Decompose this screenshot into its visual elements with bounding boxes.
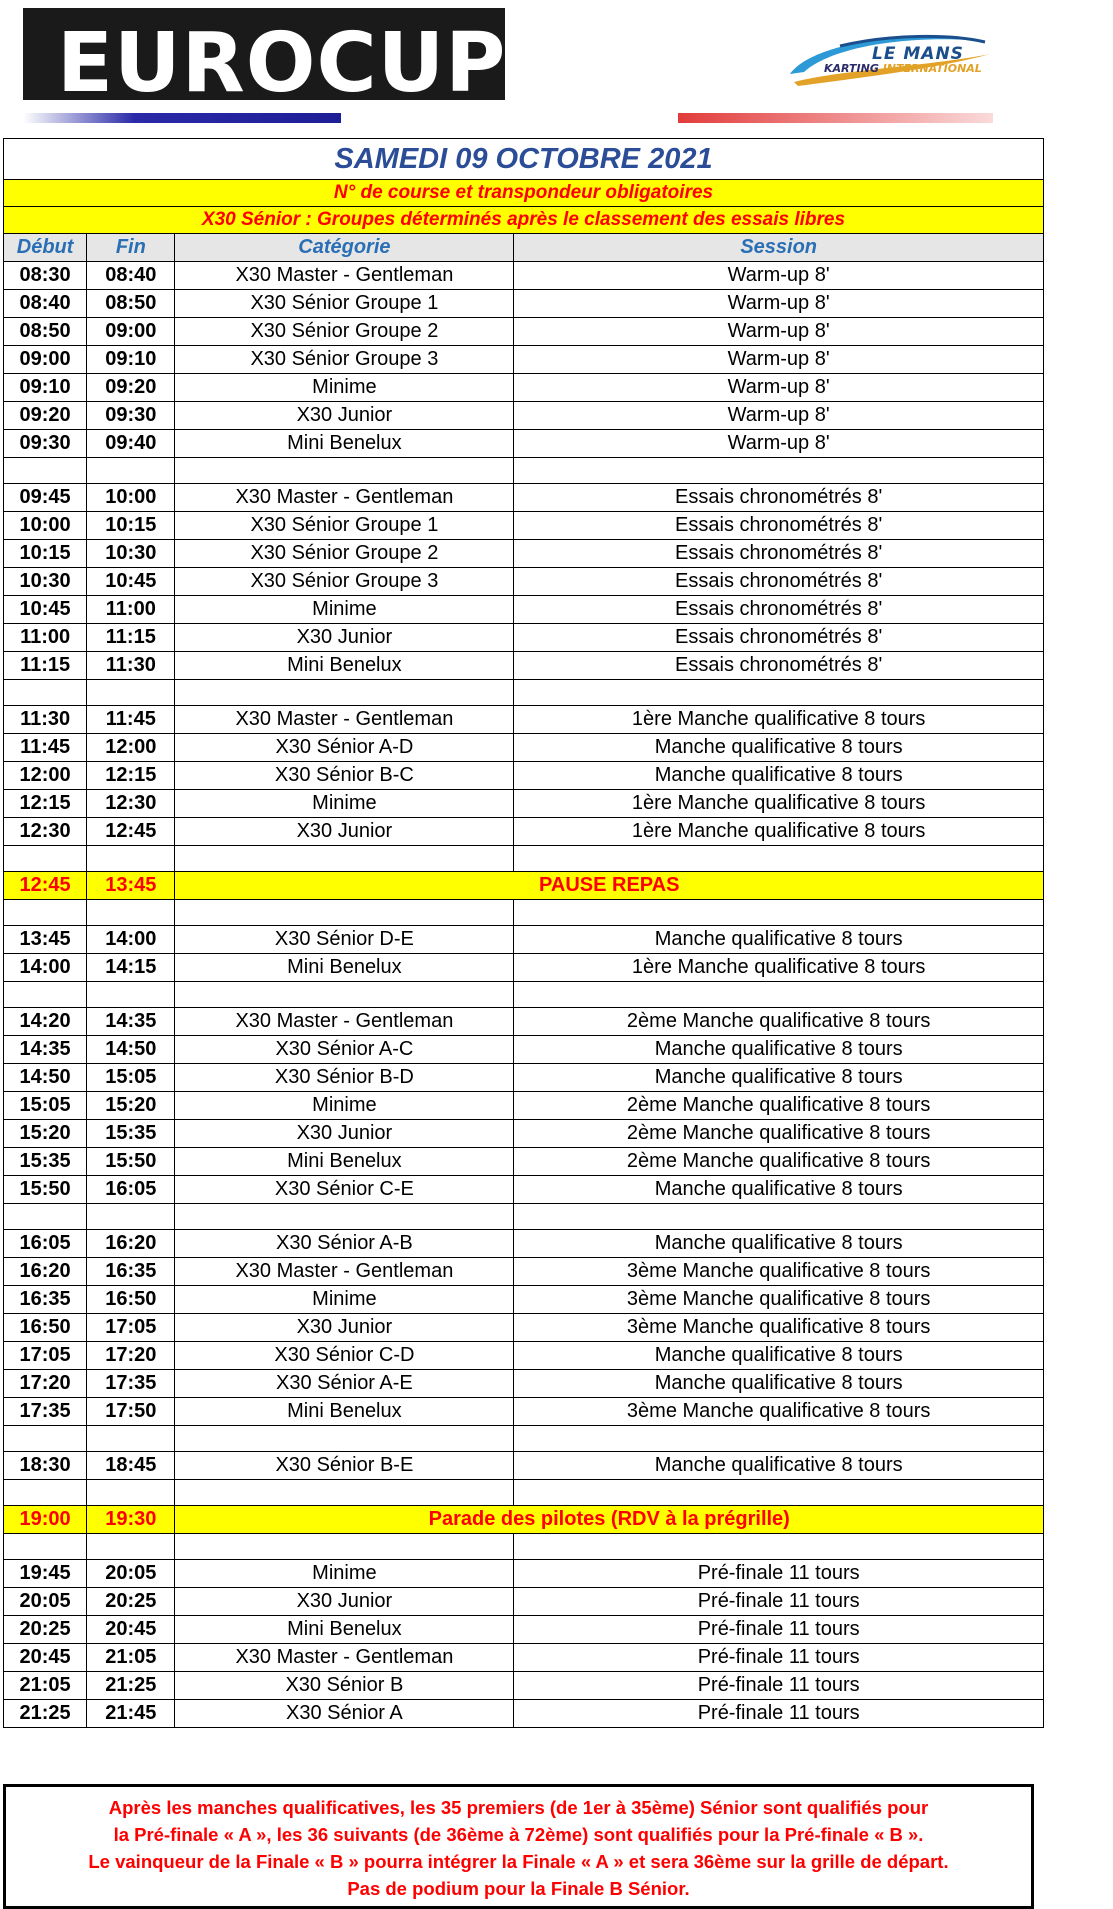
schedule-row: [4, 1148, 1044, 1176]
empty-cell: [514, 1426, 1044, 1452]
empty-cell: [514, 680, 1044, 706]
schedule-row: [4, 484, 1044, 512]
column-header-row: [4, 234, 1044, 262]
start-time: 11:30: [4, 706, 87, 734]
schedule-row: [4, 318, 1044, 346]
empty-cell: [514, 982, 1044, 1008]
start-time: 14:50: [4, 1064, 87, 1092]
session-cell: Manche qualificative 8 tours: [514, 734, 1044, 762]
session-cell: Warm-up 8': [514, 290, 1044, 318]
start-time: 16:05: [4, 1230, 87, 1258]
schedule-row: [4, 652, 1044, 680]
session-cell: Essais chronométrés 8': [514, 596, 1044, 624]
session-cell: Essais chronométrés 8': [514, 484, 1044, 512]
schedule-table: [3, 138, 1044, 1728]
start-time: 17:05: [4, 1342, 87, 1370]
empty-cell: [175, 1426, 514, 1452]
session-cell: Manche qualificative 8 tours: [514, 926, 1044, 954]
schedule-row: [4, 1560, 1044, 1588]
end-time: 14:15: [87, 954, 175, 982]
schedule-row: [4, 926, 1044, 954]
qualification-footnote: [3, 1784, 1034, 1909]
session-cell: Pré-finale 11 tours: [514, 1560, 1044, 1588]
start-time: 20:05: [4, 1588, 87, 1616]
empty-cell: [4, 680, 87, 706]
start-time: 11:45: [4, 734, 87, 762]
schedule-row: [4, 1092, 1044, 1120]
end-time: 14:00: [87, 926, 175, 954]
schedule-row: [4, 1398, 1044, 1426]
start-time: 11:00: [4, 624, 87, 652]
start-time: 14:00: [4, 954, 87, 982]
session-cell: 1ère Manche qualificative 8 tours: [514, 790, 1044, 818]
start-time: 15:50: [4, 1176, 87, 1204]
red-accent-bar: [678, 113, 993, 123]
empty-cell: [175, 458, 514, 484]
end-time: 11:45: [87, 706, 175, 734]
start-time: 09:10: [4, 374, 87, 402]
schedule-row: [4, 430, 1044, 458]
category-cell: X30 Sénior Groupe 1: [175, 512, 514, 540]
break-label: PAUSE REPAS: [175, 872, 1044, 900]
category-cell: Mini Benelux: [175, 954, 514, 982]
session-cell: Manche qualificative 8 tours: [514, 762, 1044, 790]
session-cell: Pré-finale 11 tours: [514, 1672, 1044, 1700]
category-cell: X30 Sénior B-E: [175, 1452, 514, 1480]
empty-cell: [87, 900, 175, 926]
empty-cell: [87, 458, 175, 484]
schedule-row: [4, 1008, 1044, 1036]
session-cell: Manche qualificative 8 tours: [514, 1036, 1044, 1064]
empty-cell: [514, 458, 1044, 484]
schedule-row: [4, 262, 1044, 290]
schedule-row: [4, 762, 1044, 790]
schedule-row: [4, 1342, 1044, 1370]
session-cell: Warm-up 8': [514, 374, 1044, 402]
start-time: 14:35: [4, 1036, 87, 1064]
category-cell: X30 Sénior A: [175, 1700, 514, 1728]
schedule-row: [4, 568, 1044, 596]
category-cell: Minime: [175, 790, 514, 818]
category-cell: X30 Sénior C-E: [175, 1176, 514, 1204]
schedule-row: [4, 790, 1044, 818]
session-cell: 2ème Manche qualificative 8 tours: [514, 1092, 1044, 1120]
category-cell: X30 Sénior Groupe 3: [175, 568, 514, 596]
spacer-row: [4, 900, 1044, 926]
category-cell: Mini Benelux: [175, 1398, 514, 1426]
end-time: 15:50: [87, 1148, 175, 1176]
category-cell: Mini Benelux: [175, 1616, 514, 1644]
start-time: 12:30: [4, 818, 87, 846]
end-time: 18:45: [87, 1452, 175, 1480]
start-time: 08:50: [4, 318, 87, 346]
empty-cell: [4, 900, 87, 926]
category-cell: X30 Master - Gentleman: [175, 484, 514, 512]
column-header-session: Session: [514, 234, 1044, 262]
schedule-row: [4, 1314, 1044, 1342]
end-time: 12:30: [87, 790, 175, 818]
spacer-row: [4, 982, 1044, 1008]
empty-cell: [175, 1534, 514, 1560]
end-time: 10:00: [87, 484, 175, 512]
schedule-row: [4, 512, 1044, 540]
session-cell: 3ème Manche qualificative 8 tours: [514, 1286, 1044, 1314]
empty-cell: [4, 1426, 87, 1452]
session-cell: Essais chronométrés 8': [514, 512, 1044, 540]
schedule-row: [4, 1176, 1044, 1204]
spacer-row: [4, 1426, 1044, 1452]
category-cell: Minime: [175, 374, 514, 402]
end-time: 21:45: [87, 1700, 175, 1728]
empty-cell: [514, 900, 1044, 926]
empty-cell: [514, 846, 1044, 872]
start-time: 17:35: [4, 1398, 87, 1426]
schedule-row: [4, 374, 1044, 402]
schedule-row: [4, 954, 1044, 982]
category-cell: X30 Sénior A-D: [175, 734, 514, 762]
schedule-row: [4, 1370, 1044, 1398]
start-time: 09:20: [4, 402, 87, 430]
category-cell: Mini Benelux: [175, 430, 514, 458]
start-time: 16:50: [4, 1314, 87, 1342]
end-time: 14:50: [87, 1036, 175, 1064]
schedule-row: [4, 1452, 1044, 1480]
session-cell: Pré-finale 11 tours: [514, 1700, 1044, 1728]
end-time: 17:50: [87, 1398, 175, 1426]
category-cell: X30 Sénior Groupe 3: [175, 346, 514, 374]
schedule-row: [4, 1064, 1044, 1092]
end-time: 12:45: [87, 818, 175, 846]
schedule-row: [4, 706, 1044, 734]
spacer-row: [4, 680, 1044, 706]
end-time: 09:40: [87, 430, 175, 458]
category-cell: X30 Master - Gentleman: [175, 706, 514, 734]
session-cell: 2ème Manche qualificative 8 tours: [514, 1120, 1044, 1148]
session-cell: Manche qualificative 8 tours: [514, 1370, 1044, 1398]
end-time: 20:45: [87, 1616, 175, 1644]
session-cell: Manche qualificative 8 tours: [514, 1452, 1044, 1480]
schedule-row: [4, 596, 1044, 624]
category-cell: X30 Sénior A-E: [175, 1370, 514, 1398]
start-time: 15:35: [4, 1148, 87, 1176]
category-cell: Minime: [175, 1286, 514, 1314]
end-time: 11:00: [87, 596, 175, 624]
empty-cell: [4, 1480, 87, 1506]
empty-cell: [87, 982, 175, 1008]
session-cell: Pré-finale 11 tours: [514, 1616, 1044, 1644]
start-time: 16:20: [4, 1258, 87, 1286]
start-time: 08:30: [4, 262, 87, 290]
session-cell: Pré-finale 11 tours: [514, 1588, 1044, 1616]
end-time: 15:20: [87, 1092, 175, 1120]
schedule-row: [4, 1230, 1044, 1258]
session-cell: Manche qualificative 8 tours: [514, 1342, 1044, 1370]
schedule-row: [4, 540, 1044, 568]
empty-cell: [87, 1480, 175, 1506]
session-cell: 2ème Manche qualificative 8 tours: [514, 1148, 1044, 1176]
empty-cell: [87, 1204, 175, 1230]
end-time: 15:35: [87, 1120, 175, 1148]
footnote-line: Le vainqueur de la Finale « B » pourra intégrer la Finale « A » et sera 36ème sur la grille de départ.: [88, 1851, 949, 1872]
column-header-start: Début: [4, 234, 87, 262]
category-cell: X30 Master - Gentleman: [175, 1008, 514, 1036]
end-time: 20:05: [87, 1560, 175, 1588]
empty-cell: [87, 846, 175, 872]
end-time: 10:45: [87, 568, 175, 596]
session-cell: Warm-up 8': [514, 430, 1044, 458]
end-time: 15:05: [87, 1064, 175, 1092]
category-cell: X30 Sénior Groupe 2: [175, 540, 514, 568]
empty-cell: [87, 1426, 175, 1452]
start-time: 12:45: [4, 872, 87, 900]
empty-cell: [175, 900, 514, 926]
empty-cell: [175, 846, 514, 872]
end-time: 16:20: [87, 1230, 175, 1258]
start-time: 08:40: [4, 290, 87, 318]
schedule-row: [4, 290, 1044, 318]
break-label: Parade des pilotes (RDV à la prégrille): [175, 1506, 1044, 1534]
category-cell: X30 Junior: [175, 1314, 514, 1342]
footnote-line: Pas de podium pour la Finale B Sénior.: [347, 1878, 690, 1899]
category-cell: X30 Sénior B-D: [175, 1064, 514, 1092]
session-cell: Warm-up 8': [514, 262, 1044, 290]
schedule-row: [4, 346, 1044, 374]
session-cell: Warm-up 8': [514, 318, 1044, 346]
category-cell: X30 Master - Gentleman: [175, 262, 514, 290]
empty-cell: [175, 680, 514, 706]
end-time: 08:40: [87, 262, 175, 290]
session-cell: Warm-up 8': [514, 346, 1044, 374]
end-time: 17:35: [87, 1370, 175, 1398]
end-time: 19:30: [87, 1506, 175, 1534]
end-time: 21:25: [87, 1672, 175, 1700]
schedule-row: [4, 1036, 1044, 1064]
schedule-row: [4, 1616, 1044, 1644]
schedule-row: [4, 818, 1044, 846]
start-time: 19:00: [4, 1506, 87, 1534]
session-cell: 1ère Manche qualificative 8 tours: [514, 706, 1044, 734]
schedule-row: [4, 1120, 1044, 1148]
empty-cell: [4, 982, 87, 1008]
end-time: 09:20: [87, 374, 175, 402]
empty-cell: [87, 1534, 175, 1560]
start-time: 18:30: [4, 1452, 87, 1480]
start-time: 20:45: [4, 1644, 87, 1672]
start-time: 10:45: [4, 596, 87, 624]
category-cell: X30 Junior: [175, 624, 514, 652]
schedule-row: [4, 1258, 1044, 1286]
end-time: 11:30: [87, 652, 175, 680]
start-time: 21:25: [4, 1700, 87, 1728]
empty-cell: [514, 1204, 1044, 1230]
session-cell: 3ème Manche qualificative 8 tours: [514, 1398, 1044, 1426]
international-word: INTERNATIONAL: [878, 62, 982, 75]
empty-cell: [4, 1534, 87, 1560]
start-time: 12:15: [4, 790, 87, 818]
start-time: 12:00: [4, 762, 87, 790]
end-time: 17:20: [87, 1342, 175, 1370]
spacer-row: [4, 1480, 1044, 1506]
session-cell: Manche qualificative 8 tours: [514, 1064, 1044, 1092]
category-cell: X30 Sénior Groupe 2: [175, 318, 514, 346]
category-cell: X30 Sénior B-C: [175, 762, 514, 790]
start-time: 09:30: [4, 430, 87, 458]
start-time: 19:45: [4, 1560, 87, 1588]
start-time: 10:00: [4, 512, 87, 540]
category-cell: Mini Benelux: [175, 1148, 514, 1176]
break-row: [4, 1506, 1044, 1534]
start-time: 09:00: [4, 346, 87, 374]
footnote-line: la Pré-finale « A », les 36 suivants (de 36ème à 72ème) sont qualifiés pour la Pré-finale « B ».: [113, 1824, 924, 1845]
end-time: 16:35: [87, 1258, 175, 1286]
session-cell: 1ère Manche qualificative 8 tours: [514, 818, 1044, 846]
session-cell: 3ème Manche qualificative 8 tours: [514, 1314, 1044, 1342]
notice-groups: X30 Sénior : Groupes déterminés après le classement des essais libres: [4, 207, 1044, 234]
spacer-row: [4, 1204, 1044, 1230]
category-cell: X30 Junior: [175, 402, 514, 430]
empty-cell: [175, 1480, 514, 1506]
end-time: 12:15: [87, 762, 175, 790]
session-cell: 2ème Manche qualificative 8 tours: [514, 1008, 1044, 1036]
start-time: 10:30: [4, 568, 87, 596]
end-time: 20:25: [87, 1588, 175, 1616]
break-row: [4, 872, 1044, 900]
category-cell: Minime: [175, 1092, 514, 1120]
schedule-row: [4, 1588, 1044, 1616]
end-time: 11:15: [87, 624, 175, 652]
end-time: 17:05: [87, 1314, 175, 1342]
end-time: 09:10: [87, 346, 175, 374]
session-cell: Pré-finale 11 tours: [514, 1644, 1044, 1672]
column-header-end: Fin: [87, 234, 175, 262]
session-cell: Manche qualificative 8 tours: [514, 1176, 1044, 1204]
end-time: 10:15: [87, 512, 175, 540]
category-cell: X30 Junior: [175, 1120, 514, 1148]
empty-cell: [4, 1204, 87, 1230]
category-cell: Minime: [175, 596, 514, 624]
schedule-row: [4, 1672, 1044, 1700]
start-time: 16:35: [4, 1286, 87, 1314]
end-time: 13:45: [87, 872, 175, 900]
session-cell: Manche qualificative 8 tours: [514, 1230, 1044, 1258]
end-time: 14:35: [87, 1008, 175, 1036]
session-cell: Warm-up 8': [514, 402, 1044, 430]
spacer-row: [4, 458, 1044, 484]
end-time: 10:30: [87, 540, 175, 568]
start-time: 11:15: [4, 652, 87, 680]
category-cell: X30 Sénior A-B: [175, 1230, 514, 1258]
category-cell: X30 Sénior A-C: [175, 1036, 514, 1064]
session-cell: Essais chronométrés 8': [514, 624, 1044, 652]
empty-cell: [175, 1204, 514, 1230]
start-time: 13:45: [4, 926, 87, 954]
schedule-row: [4, 1286, 1044, 1314]
le-mans-karting-logo: [780, 26, 1010, 96]
category-cell: X30 Master - Gentleman: [175, 1258, 514, 1286]
start-time: 15:05: [4, 1092, 87, 1120]
empty-cell: [4, 458, 87, 484]
session-cell: 1ère Manche qualificative 8 tours: [514, 954, 1044, 982]
start-time: 09:45: [4, 484, 87, 512]
schedule-title: SAMEDI 09 OCTOBRE 2021: [4, 139, 1044, 180]
schedule-row: [4, 734, 1044, 762]
category-cell: X30 Sénior Groupe 1: [175, 290, 514, 318]
end-time: 16:50: [87, 1286, 175, 1314]
blue-accent-bar: [23, 113, 341, 123]
session-cell: 3ème Manche qualificative 8 tours: [514, 1258, 1044, 1286]
registered-mark: ®: [506, 28, 546, 72]
category-cell: X30 Sénior D-E: [175, 926, 514, 954]
eurocup-logo-text: EUROCUP: [57, 16, 507, 111]
eurocup-logo: [23, 8, 546, 111]
le-mans-title: LE MANS: [872, 44, 964, 64]
schedule-row: [4, 1700, 1044, 1728]
category-cell: X30 Junior: [175, 818, 514, 846]
schedule-row: [4, 402, 1044, 430]
category-cell: X30 Sénior B: [175, 1672, 514, 1700]
footnote-line: Après les manches qualificatives, les 35 premiers (de 1er à 35ème) Sénior sont qualifiés pour: [108, 1797, 929, 1818]
start-time: 14:20: [4, 1008, 87, 1036]
schedule-row: [4, 624, 1044, 652]
spacer-row: [4, 846, 1044, 872]
start-time: 10:15: [4, 540, 87, 568]
category-cell: X30 Master - Gentleman: [175, 1644, 514, 1672]
category-cell: Minime: [175, 1560, 514, 1588]
end-time: 09:30: [87, 402, 175, 430]
start-time: 17:20: [4, 1370, 87, 1398]
category-cell: Mini Benelux: [175, 652, 514, 680]
start-time: 21:05: [4, 1672, 87, 1700]
session-cell: Essais chronométrés 8': [514, 652, 1044, 680]
empty-cell: [514, 1534, 1044, 1560]
column-header-category: Catégorie: [175, 234, 514, 262]
category-cell: X30 Junior: [175, 1588, 514, 1616]
end-time: 12:00: [87, 734, 175, 762]
schedule-row: [4, 1644, 1044, 1672]
session-cell: Essais chronométrés 8': [514, 568, 1044, 596]
end-time: 16:05: [87, 1176, 175, 1204]
category-cell: X30 Sénior C-D: [175, 1342, 514, 1370]
session-cell: Essais chronométrés 8': [514, 540, 1044, 568]
start-time: 20:25: [4, 1616, 87, 1644]
empty-cell: [87, 680, 175, 706]
empty-cell: [175, 982, 514, 1008]
end-time: 09:00: [87, 318, 175, 346]
empty-cell: [4, 846, 87, 872]
empty-cell: [514, 1480, 1044, 1506]
notice-transponder: N° de course et transpondeur obligatoires: [4, 180, 1044, 207]
end-time: 08:50: [87, 290, 175, 318]
spacer-row: [4, 1534, 1044, 1560]
karting-word: KARTING: [824, 62, 879, 75]
start-time: 15:20: [4, 1120, 87, 1148]
end-time: 21:05: [87, 1644, 175, 1672]
